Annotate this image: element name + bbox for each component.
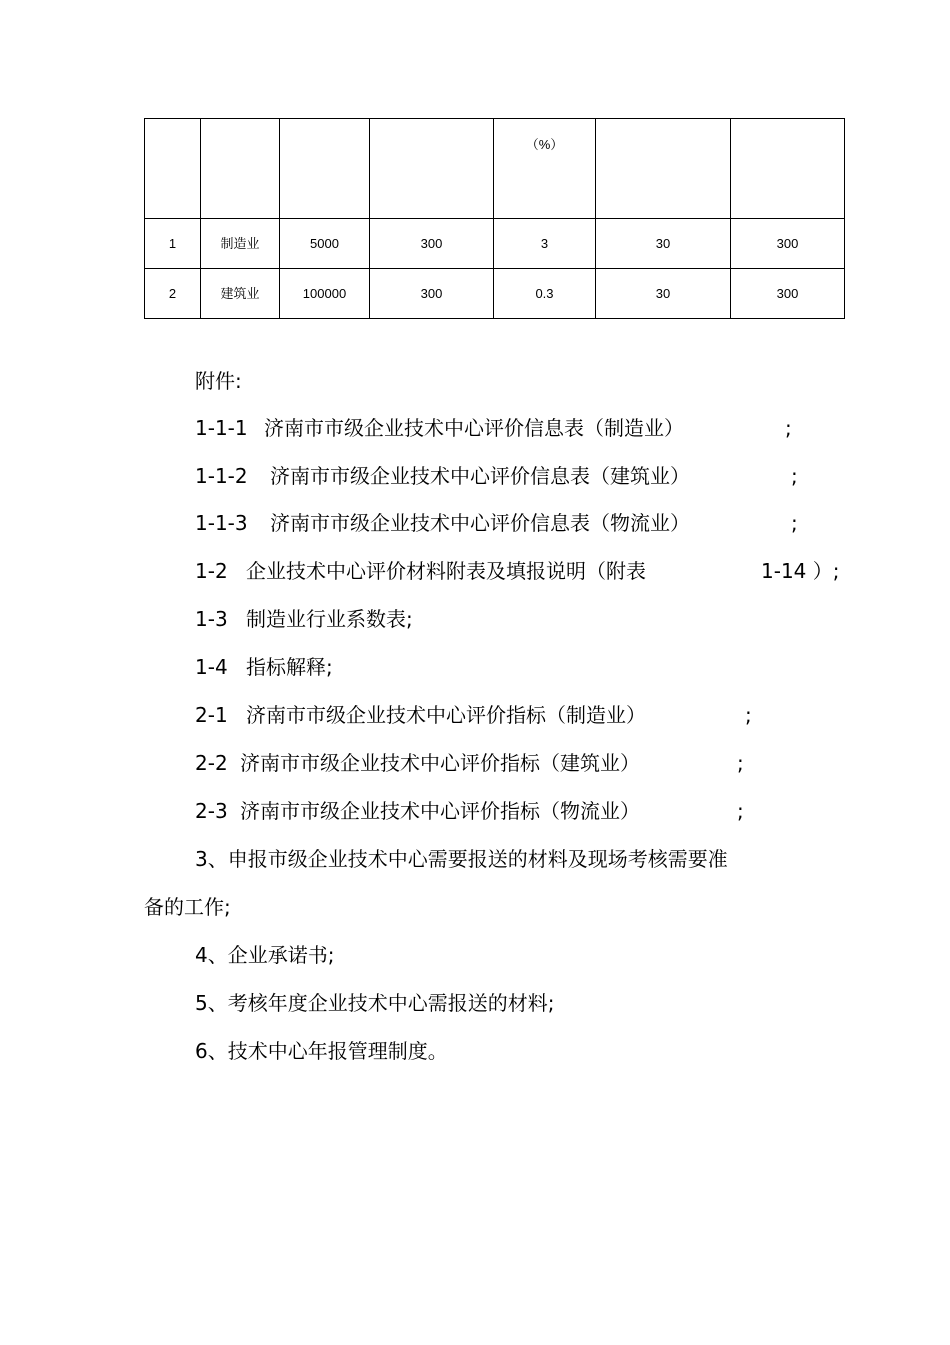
table-cell: 30 (596, 219, 731, 269)
attachment-tail: ; (791, 464, 798, 488)
table-cell: 300 (370, 269, 494, 319)
attachment-code: 1-3 (195, 607, 228, 631)
attachment-code: 1-1-3 (195, 511, 248, 535)
attachments-heading: 附件: (195, 369, 242, 393)
attachment-text: 济南市市级企业技术中心评价指标（物流业） (240, 799, 641, 823)
attachment-text: 济南市市级企业技术中心评价指标（制造业） (246, 703, 647, 727)
list-item-4: 4、企业承诺书; (195, 943, 335, 967)
attachment-code: 2-2 (195, 751, 228, 775)
paragraph-3-line-2: 备的工作; (144, 895, 231, 919)
attachment-code: 1-4 (195, 655, 228, 679)
list-item-5: 5、考核年度企业技术中心需报送的材料; (195, 991, 555, 1015)
attachment-code: 2-1 (195, 703, 228, 727)
attachment-text: 指标解释; (246, 655, 333, 679)
table-cell: 制造业 (201, 219, 280, 269)
attachment-tail: ; (737, 751, 744, 775)
attachment-item (195, 604, 419, 634)
table-cell: 5000 (280, 219, 370, 269)
attachment-code: 1-1-1 (195, 416, 248, 440)
attachment-tail: ; (737, 799, 744, 823)
table-cell: 100000 (280, 269, 370, 319)
table-cell: 2 (145, 269, 201, 319)
table-header-row (145, 119, 845, 219)
data-table (144, 118, 845, 319)
attachment-code: 1-1-2 (195, 464, 248, 488)
attachment-tail: 1-14 ）; (761, 559, 840, 583)
header-cell (370, 119, 494, 219)
attachment-item (195, 413, 805, 443)
table-cell: 建筑业 (201, 269, 280, 319)
attachment-code: 2-3 (195, 799, 228, 823)
table-cell: 1 (145, 219, 201, 269)
attachment-item (195, 748, 755, 778)
table-row (145, 219, 845, 269)
header-cell (280, 119, 370, 219)
attachment-tail: ; (745, 703, 752, 727)
table-cell: 300 (731, 219, 845, 269)
attachment-item (195, 556, 845, 586)
paragraph-3-line-1: 3、申报市级企业技术中心需要报送的材料及现场考核需要准 (195, 847, 728, 871)
attachment-item (195, 652, 339, 682)
attachment-text: 济南市市级企业技术中心评价信息表（制造业） (263, 416, 684, 440)
attachment-text: 济南市市级企业技术中心评价信息表（建筑业） (269, 464, 690, 488)
attachment-text: 企业技术中心评价材料附表及填报说明（附表 (246, 559, 647, 583)
table-cell: 300 (370, 219, 494, 269)
table-row (145, 269, 845, 319)
attachment-text: 制造业行业系数表; (246, 607, 413, 631)
table-cell: 3 (494, 219, 596, 269)
header-cell (201, 119, 280, 219)
attachment-item (195, 461, 805, 491)
attachment-item (195, 796, 755, 826)
header-cell (145, 119, 201, 219)
attachment-tail: ; (785, 416, 792, 440)
attachment-text: 济南市市级企业技术中心评价信息表（物流业） (269, 511, 690, 535)
attachment-item (195, 700, 765, 730)
header-cell (596, 119, 731, 219)
table-cell: 300 (731, 269, 845, 319)
attachment-code: 1-2 (195, 559, 228, 583)
table-cell: 30 (596, 269, 731, 319)
header-cell-percent: （%） (494, 119, 596, 219)
attachment-tail: ; (791, 511, 798, 535)
attachment-item (195, 508, 805, 538)
attachment-text: 济南市市级企业技术中心评价指标（建筑业） (240, 751, 641, 775)
table-cell: 0.3 (494, 269, 596, 319)
header-cell (731, 119, 845, 219)
list-item-6: 6、技术中心年报管理制度。 (195, 1039, 448, 1063)
